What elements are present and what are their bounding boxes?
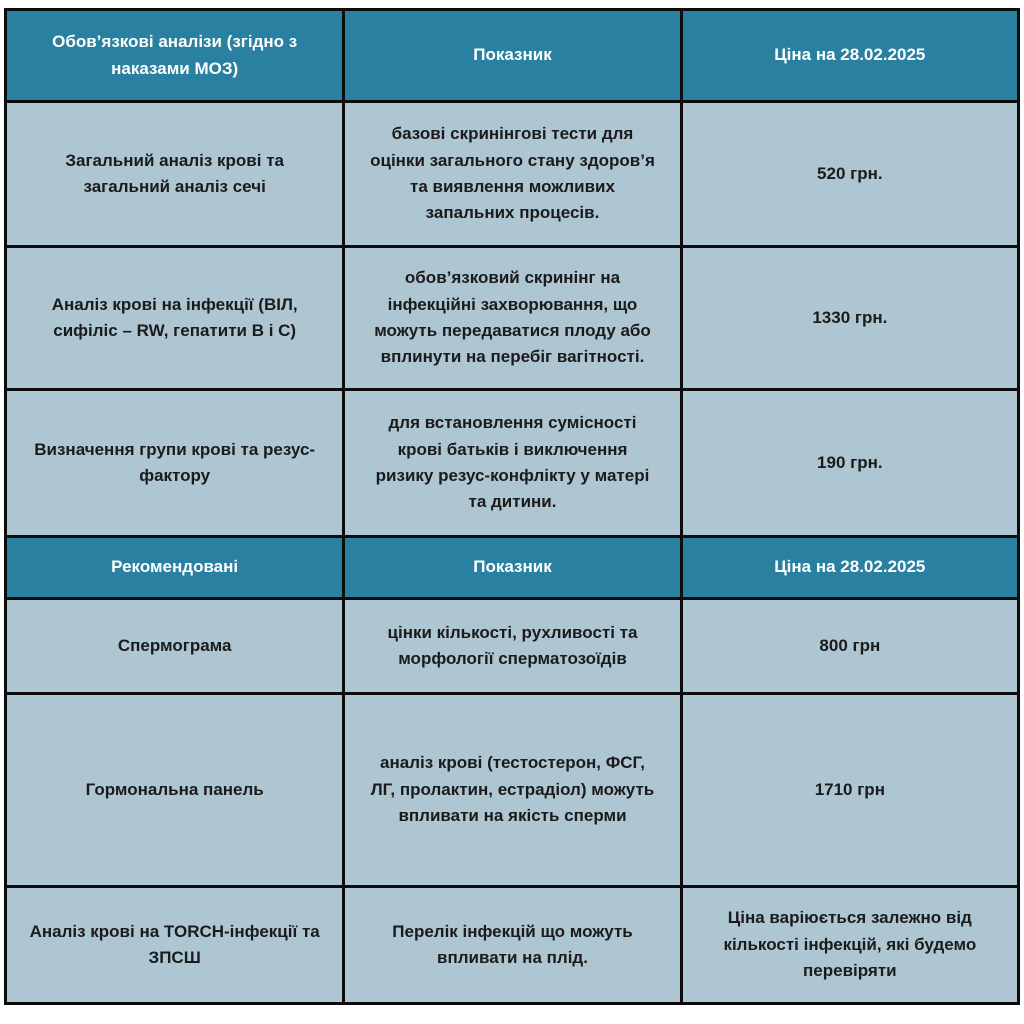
row-cell-name: Спермограма <box>6 599 344 694</box>
row-cell-description: Перелік інфекцій що можуть впливати на плід. <box>344 887 681 1004</box>
row-cell-name: Гормональна панель <box>6 694 344 887</box>
table-row <box>6 390 1019 537</box>
row-cell-price: 520 грн. <box>681 102 1018 247</box>
header-cell-price: Ціна на 28.02.2025 <box>681 10 1018 102</box>
header-cell-indicator: Показник <box>344 537 681 599</box>
table-row <box>6 694 1019 887</box>
table-row <box>6 599 1019 694</box>
pricing-table <box>4 8 1020 1005</box>
section1-header-row <box>6 10 1019 102</box>
row-cell-description: аналіз крові (тестостерон, ФСГ, ЛГ, пролактин, естрадіол) можуть впливати на якість сперми <box>344 694 681 887</box>
row-cell-description: для встановлення сумісності крові батьків і виключення ризику резус-конфлікту у матері та дитини. <box>344 390 681 537</box>
row-cell-name: Визначення групи крові та резус-фактору <box>6 390 344 537</box>
row-cell-description: обов’язковий скринінг на інфекційні захворювання, що можуть передаватися плоду або вплинути на перебіг вагітності. <box>344 247 681 390</box>
row-cell-price: 1710 грн <box>681 694 1018 887</box>
header-cell-category: Обов’язкові аналізи (згідно з наказами МОЗ) <box>6 10 344 102</box>
table-row <box>6 102 1019 247</box>
section2-header-row <box>6 537 1019 599</box>
row-cell-description: цінки кількості, рухливості та морфології сперматозоїдів <box>344 599 681 694</box>
row-cell-name: Загальний аналіз крові та загальний аналіз сечі <box>6 102 344 247</box>
header-cell-category: Рекомендовані <box>6 537 344 599</box>
row-cell-price: 800 грн <box>681 599 1018 694</box>
table-row <box>6 887 1019 1004</box>
header-cell-indicator: Показник <box>344 10 681 102</box>
row-cell-name: Аналіз крові на TORCH-інфекції та ЗПСШ <box>6 887 344 1004</box>
header-cell-price: Ціна на 28.02.2025 <box>681 537 1018 599</box>
row-cell-price: Ціна варіюється залежно від кількості інфекцій, які будемо перевіряти <box>681 887 1018 1004</box>
row-cell-name: Аналіз крові на інфекції (ВІЛ, сифіліс – RW, гепатити B і C) <box>6 247 344 390</box>
row-cell-price: 1330 грн. <box>681 247 1018 390</box>
row-cell-description: базові скринінгові тести для оцінки загального стану здоров’я та виявлення можливих запальних процесів. <box>344 102 681 247</box>
row-cell-price: 190 грн. <box>681 390 1018 537</box>
table-row <box>6 247 1019 390</box>
